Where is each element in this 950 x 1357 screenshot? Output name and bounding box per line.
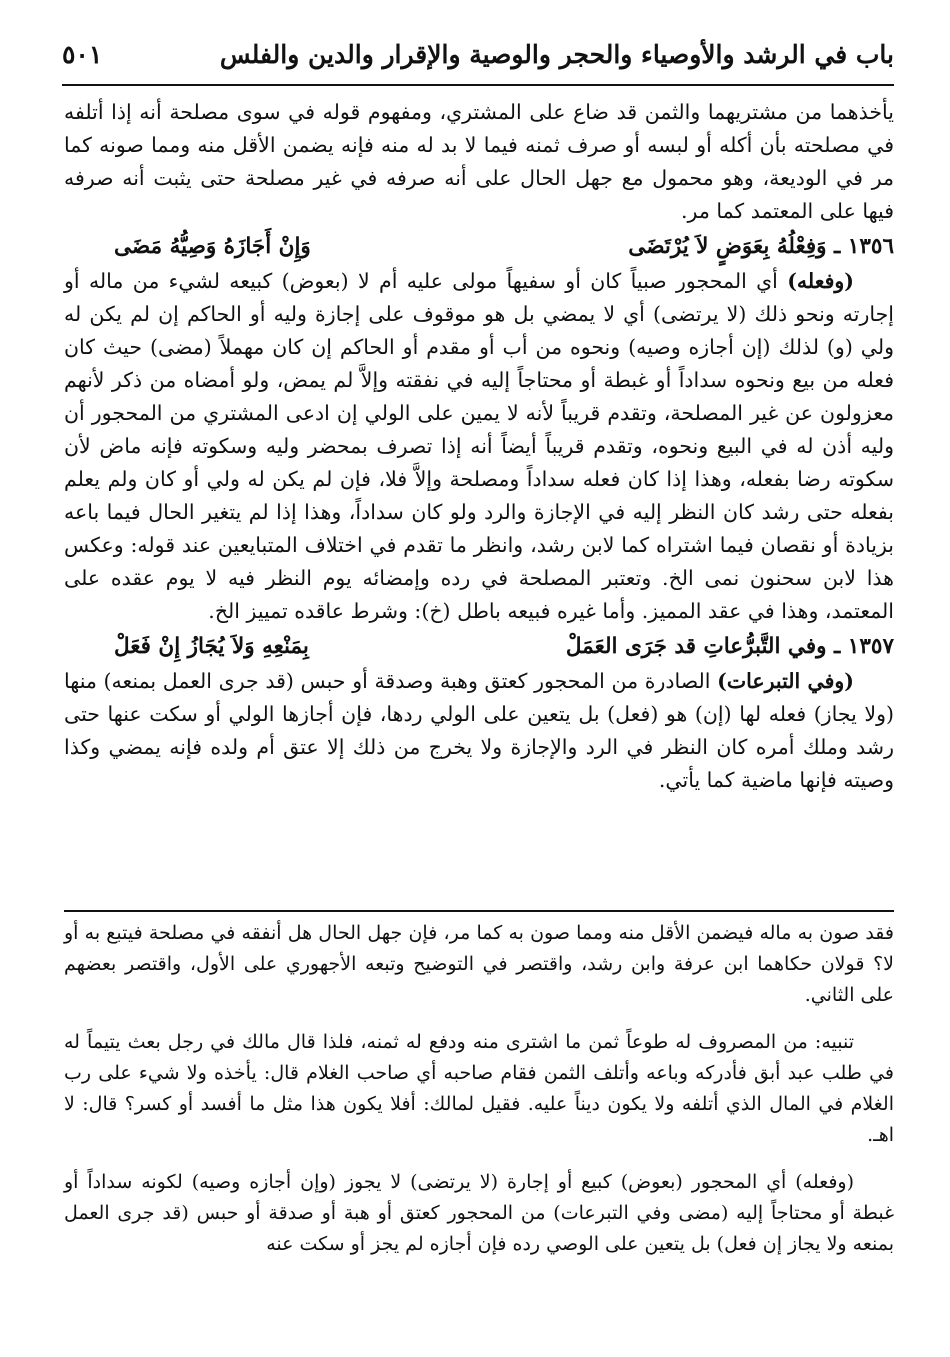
paragraph-2-text: أي المحجور صبياً كان أو سفيهاً مولى عليه أم لا (بعوض) كبيعه لشيء من ماله أو إجارته ونحو ذلك (لا يرتضى) أي لا يمضي بل هو موقوف على إجازة وليه أو الحاكم إن لم يكن له ولي (و) لذلك (إن أجازه وصيه) ونحوه من أب أو مقدم أو الحاكم إن كان مهملاً (مضى) حيث كان فعله من بيع ونحوه سداداً أو غبطة أو محتاجاً إليه في نفقته وإلاَّ لم يمض، ولو أمضاه من ذكر لأنهم معزولون عن غير المصلحة، وتقدم قريباً لأنه لا يمين على الولي إن ادعى المشتري من المحجور أن وليه أذن له في البيع ونحوه، وتقدم قريباً أيضاً أنه إذا تصرف بمحضر وليه وسكوته فإنه ماض لأن سكوته رضا بفعله، وهذا إذا كان فعله سداداً ومصلحة وإلاَّ فلا، فإن لم يكن له ولي أو كان ولم يعلم بفعله حتى رشد كان النظر إليه في الإجازة والرد ولو كان سداداً، وهذا إذا لم يتغير الحال فيما باعه بزيادة أو نقصان فيما اشتراه كما لابن رشد، وانظر ما تقدم في اختلاف المتبايعين عند قوله: وعكس هذا لابن سحنون نمى الخ. وتعتبر المصلحة في رده وإمضائه يوم النظر فيه لا يوم عقده على المعتمد، وهذا في عقد المميز. وأما غيره فبيعه باطل (خ): وشرط عاقده تمييز الخ.	[64, 269, 894, 623]
footnote-2: تنبيه: من المصروف له طوعاً ثمن ما اشترى منه ودفع له ثمنه، فلذا قال مالك في رجل بعث يتيماً له في طلب عبد أبق فأدركه وباعه وأتلف الثمن فقام صاحبه أي صاحب الغلام قال: يأخذه ولا شيء على رب الغلام في المال الذي أتلفه ولا يكون ديناً عليه. فقيل لمالك: أفلا يكون هذا مثل ما أفسد أو كسر؟ قال: لا اهـ.	[64, 1031, 894, 1146]
verse-1356-first-hemistich: ١٣٥٦ ـ وَفِعْلُهُ بِعَوَضٍ لاَ يُرْتَضَى	[628, 234, 894, 259]
header-rule	[62, 84, 894, 86]
paragraph-3-lemma: (وفي التبرعات)	[717, 669, 854, 693]
paragraph-3	[64, 665, 894, 797]
footnote-rule	[64, 910, 894, 912]
main-text	[64, 96, 894, 797]
verse-1356-second-hemistich: وَإِنْ أَجَازَهُ وَصِيُّهُ مَضَى	[114, 234, 311, 259]
footnote-3: (وفعله) أي المحجور (بعوض) كبيع أو إجارة (لا يرتضى) لا يجوز (وإن أجازه وصيه) لكونه سداداً أو غبطة أو محتاجاً إليه (مضى وفي التبرعات) من المحجور كعتق أو هبة أو صدقة أو حبس (قد جرى العمل بمنعه ولا يجاز إن فعل) بل يتعين على الوصي رده فإن أجازه لم يجز أو سكت عنه	[64, 1171, 894, 1255]
page-header	[62, 30, 894, 78]
paragraph-2	[64, 265, 894, 628]
verse-1357-first-hemistich: ١٣٥٧ ـ وفي التَّبرُّعاتِ قد جَرَى العَمَلْ	[565, 634, 894, 659]
footnotes	[64, 918, 894, 1260]
verse-1356	[64, 228, 894, 265]
running-title: باب في الرشد والأوصياء والحجر والوصية والإقرار والدين والفلس	[219, 39, 894, 69]
footnote-1: فقد صون به ماله فيضمن الأقل منه ومما صون به كما مر، فإن جهل الحال هل أنفقه في مصلحة فيتبع به أو لا؟ قولان حكاهما ابن عرفة وابن رشد، واقتصر في التوضيح وتبعه الأجهوري على الأول، واقتصر بعضهم على الثاني.	[64, 922, 894, 1006]
verse-1357	[64, 628, 894, 665]
page-number: ٥٠١	[62, 39, 103, 69]
verse-1357-second-hemistich: بِمَنْعِهِ وَلاَ يُجَازُ إِنْ فَعَلْ	[114, 634, 309, 659]
paragraph-2-lemma: (وفعله)	[787, 269, 854, 293]
paragraph-1: يأخذهما من مشتريهما والثمن قد ضاع على المشتري، ومفهوم قوله في سوى مصلحة أنه إذا أتلفه في مصلحته بأن أكله أو لبسه أو صرف ثمنه فيما لا بد له منه فإنه يضمن الأقل منه ومما صونه كما مر في الوديعة، وهو محمول مع جهل الحال على أنه صرفه في غير مصلحة حتى يثبت أنه صرفه فيها على المعتمد كما مر.	[64, 100, 894, 223]
paragraph-3-text: الصادرة من المحجور كعتق وهبة وصدقة أو حبس (قد جرى العمل بمنعه) منها (ولا يجاز) فعله لها (إن) هو (فعل) بل يتعين على الولي ردها، فإن أجازها الولي أو سكت عنها حتى رشد وملك أمره كان النظر في الرد والإجازة ولا يخرج من ذلك إلا عتق أم ولده فإنه يمضي وكذا وصيته فإنها ماضية كما يأتي.	[64, 669, 894, 792]
